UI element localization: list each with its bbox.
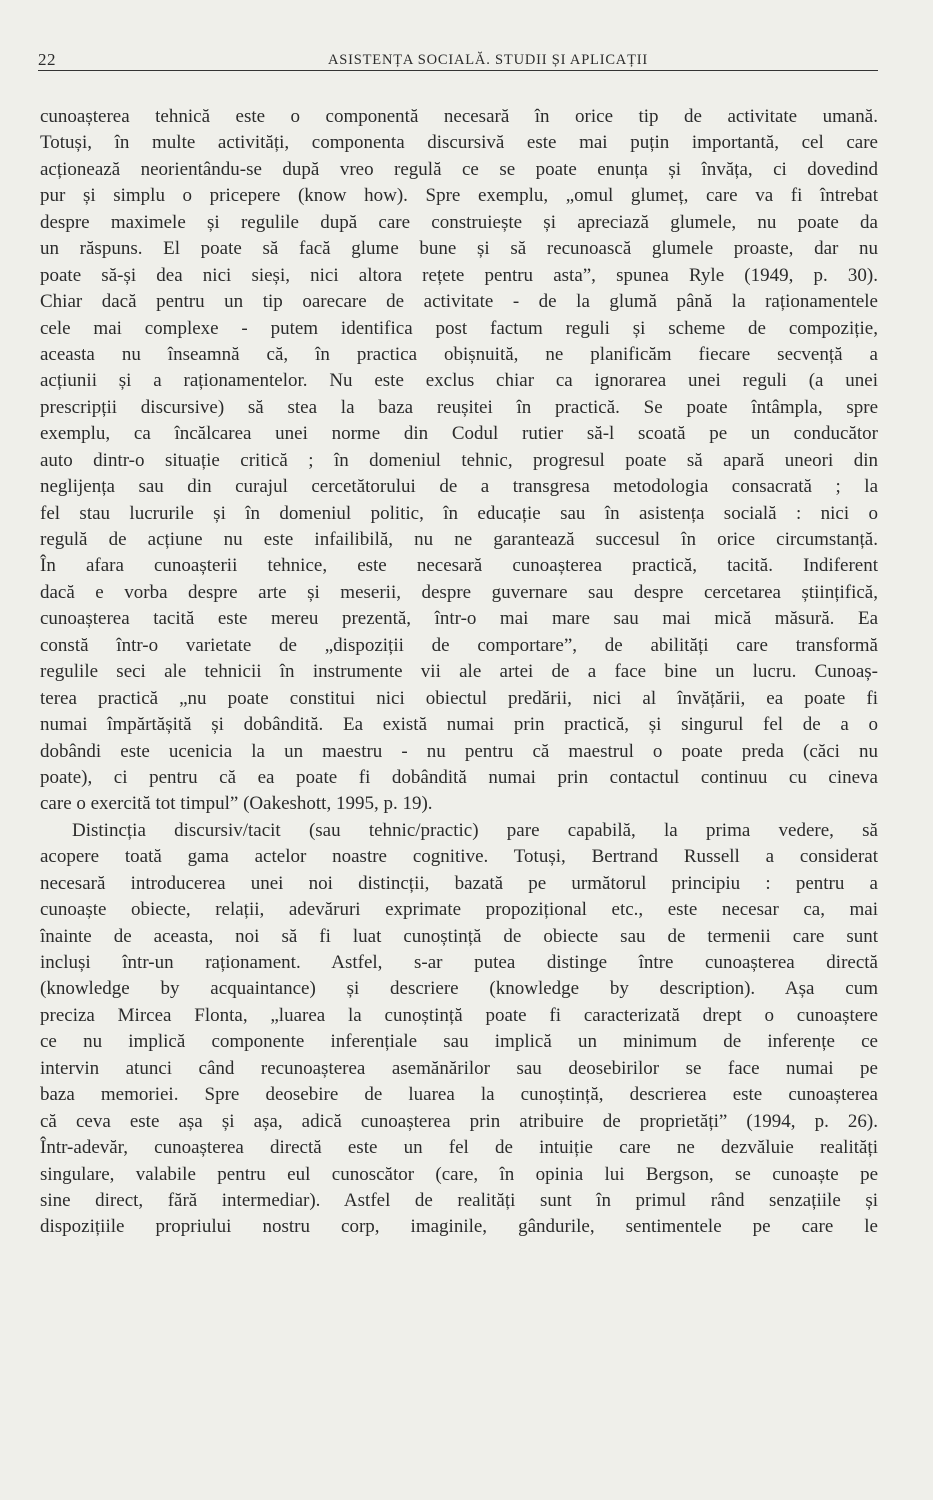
paragraph-end-line: care o exercită tot timpul” (Oakeshott, 1995, p. 19). <box>40 793 433 815</box>
text-line: sine direct, fără intermediar). Astfel de realități sunt în primul rând senzațiile și <box>40 1189 878 1211</box>
text-line: cunoașterea tacită este mereu prezentă, într-o mai mare sau mai mică măsură. Ea <box>40 608 878 630</box>
text-line: poate), ci pentru că ea poate fi dobândită numai prin contactul continuu cu cineva <box>40 766 878 788</box>
text-line: În afara cunoașterii tehnice, este necesară cunoașterea practică, tacită. Indiferent <box>40 555 878 577</box>
text-line: acțiunii și a raționamentelor. Nu este exclus chiar ca ignorarea unei reguli (a unei <box>40 370 878 392</box>
text-line: pur și simplu o pricepere (know how). Spre exemplu, „omul glumeț, care va fi întrebat <box>40 185 878 207</box>
text-line: singulare, valabile pentru eul cunoscător (care, în opinia lui Bergson, se cunoaște pe <box>40 1163 878 1185</box>
text-line: regulile seci ale tehnicii în instrumente vii ale artei de a face bine un lucru. Cunoaș- <box>40 661 878 683</box>
text-line: preciza Mircea Flonta, „luarea la cunoștință poate fi caracterizată drept o cunoaștere <box>40 1004 878 1026</box>
text-line: terea practică „nu poate constitui nici obiectul predării, nici al învățării, ea poate fi <box>40 687 878 709</box>
text-line: dobândi este ucenicia la un maestru - nu pentru că maestrul o poate preda (căci nu <box>40 740 878 762</box>
text-line: necesară introducerea unei noi distincții, bazată pe următorul principiu : pentru a <box>40 872 878 894</box>
text-line: (knowledge by acquaintance) și descriere (knowledge by description). Așa cum <box>40 978 878 1000</box>
text-line: despre maximele și regulile după care construiește și apreciază glumele, nu poate da <box>40 211 878 233</box>
text-line: aceasta nu înseamnă că, în practica obișnuită, ne planificăm fiecare secvență a <box>40 343 878 365</box>
running-title: ASISTENȚA SOCIALĂ. STUDII ȘI APLICAȚII <box>328 52 648 68</box>
text-line: auto dintr-o situație critică ; în domeniul tehnic, progresul poate să apară uneori din <box>40 449 878 471</box>
text-line: intervin atunci când recunoașterea asemănărilor sau deosebirilor se face numai pe <box>40 1057 878 1079</box>
text-line: fel stau lucrurile și în domeniul politic, în educație sau în asistența socială : nici o <box>40 502 878 524</box>
running-header <box>38 48 878 71</box>
text-line: numai împărtășită și dobândită. Ea există numai prin practică, și singurul fel de a o <box>40 714 878 736</box>
text-line: prescripții discursive) să stea la baza reușitei în practică. Se poate întâmpla, spre <box>40 396 878 418</box>
text-line: acționează neorientându-se după vreo regulă ce se poate enunța și învăța, ci dovedind <box>40 158 878 180</box>
text-line: un răspuns. El poate să facă glume bune și să recunoască glumele proaste, dar nu <box>40 238 878 260</box>
paragraph-start-line: Distincția discursiv/tacit (sau tehnic/practic) pare capabilă, la prima vedere, să <box>72 819 878 841</box>
text-line: Într-adevăr, cunoașterea directă este un fel de intuiție care ne dezvăluie realități <box>40 1137 878 1159</box>
text-line: ce nu implică componente inferențiale sau implică un minimum de inferențe ce <box>40 1031 878 1053</box>
text-line: baza memoriei. Spre deosebire de luarea la cunoștință, descrierea este cunoașterea <box>40 1084 878 1106</box>
text-line: dacă e vorba despre arte și meserii, despre guvernare sau despre cercetarea științifică, <box>40 581 878 603</box>
text-line: incluși într-un raționament. Astfel, s-ar putea distinge între cunoașterea directă <box>40 952 878 973</box>
text-line: poate să-și dea nici sieși, nici altora rețete pentru asta”, spunea Ryle (1949, p. 30). <box>40 264 878 286</box>
text-line: cunoașterea tehnică este o componentă necesară în orice tip de activitate umană. <box>40 106 878 127</box>
text-line: cele mai complexe - putem identifica post factum reguli și scheme de compoziție, <box>40 317 878 339</box>
body-text <box>40 104 878 1241</box>
text-line: Chiar dacă pentru un tip oarecare de activitate - de la glumă până la raționamentele <box>40 291 878 313</box>
text-line: cunoaște obiecte, relații, adevăruri exprimate propozițional etc., este necesar ca, mai <box>40 899 878 921</box>
text-line: dispozițiile propriului nostru corp, imaginile, gândurile, sentimentele pe care le <box>40 1216 878 1238</box>
page-number: 22 <box>38 50 56 69</box>
text-line: că ceva este așa și așa, adică cunoașterea prin atribuire de proprietăți” (1994, p. 26). <box>40 1110 878 1132</box>
text-line: regulă de acțiune nu este infailibilă, nu ne garantează succesul în orice circumstanță. <box>40 529 878 550</box>
text-line: înainte de aceasta, noi să fi luat cunoștință de obiecte sau de termenii care sunt <box>40 925 878 947</box>
text-line: exemplu, ca încălcarea unei norme din Codul rutier să-l scoată pe un conducător <box>40 423 878 445</box>
text-line: neglijența sau din curajul cercetătorului de a transgresa metodologia consacrată ; la <box>40 476 878 498</box>
text-line: acopere toată gama actelor noastre cognitive. Totuși, Bertrand Russell a considerat <box>40 846 878 868</box>
text-line: Totuși, în multe activități, componenta discursivă este mai puțin importantă, cel care <box>40 132 878 154</box>
text-line: constă într-o varietate de „dispoziții de comportare”, de abilități care transformă <box>40 634 878 656</box>
